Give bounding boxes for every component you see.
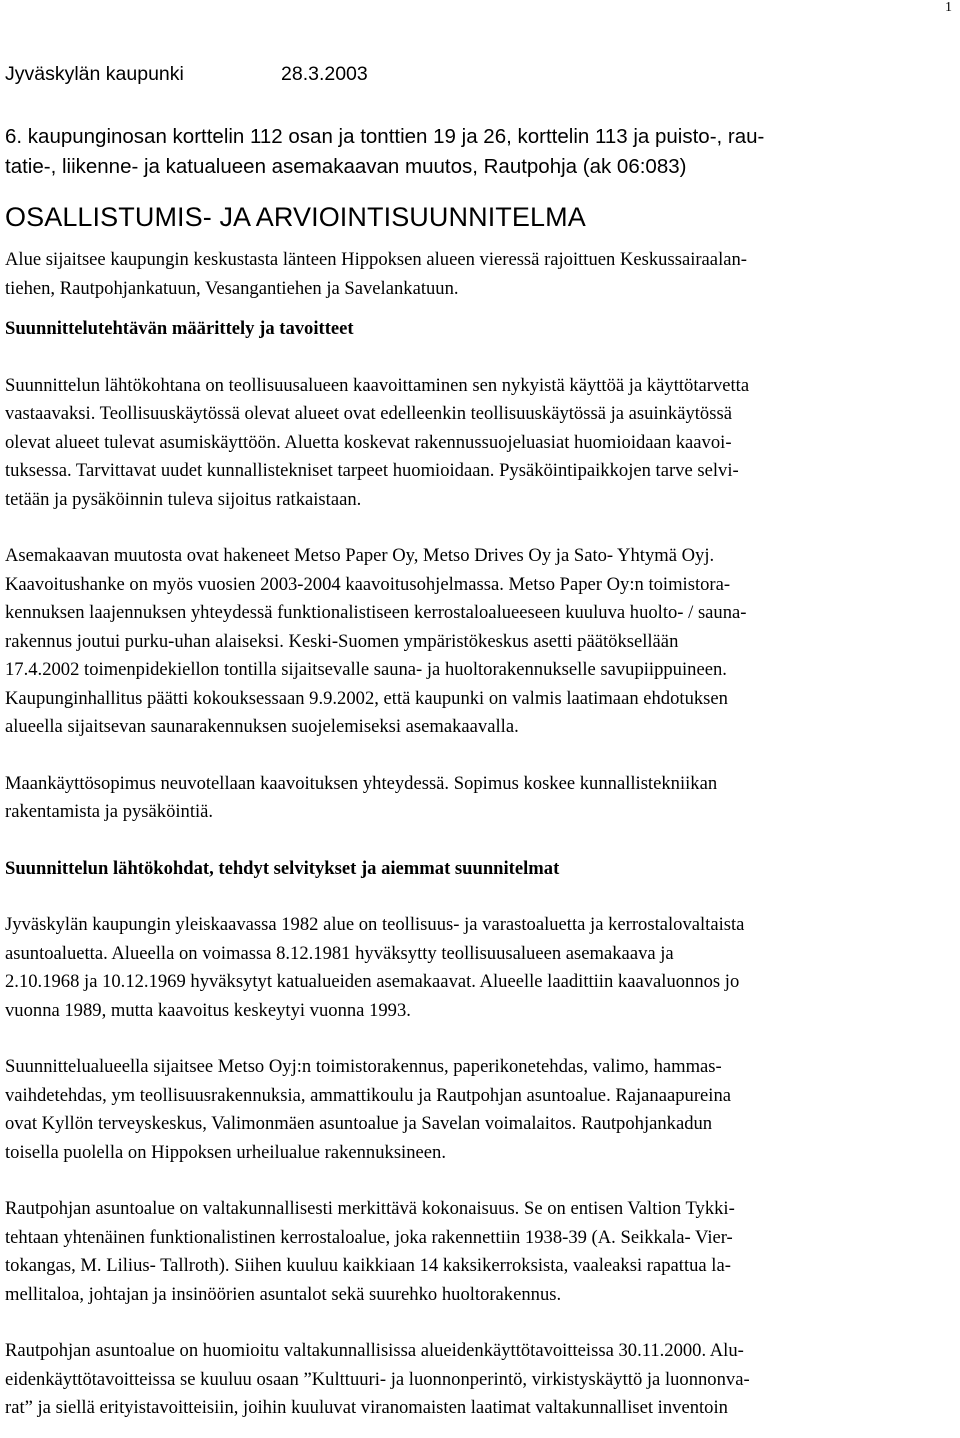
- text-line: tiehen, Rautpohjankatuun, Vesangantiehen ja Savelankatuun.: [5, 277, 459, 299]
- text-line: Suunnittelun lähtökohtana on teollisuusalueen kaavoittaminen sen nykyistä käyttöä ja käyttötarvetta: [5, 374, 750, 396]
- paragraph: [5, 542, 957, 742]
- document-body: [5, 60, 957, 1423]
- section-heading-background: Suunnittelun lähtökohdat, tehdyt selvitykset ja aiemmat suunnitelmat: [5, 857, 560, 879]
- text-line: Asemakaavan muutosta ovat hakeneet Metso Paper Oy, Metso Drives Oy ja Sato- Yhtymä Oyj.: [5, 545, 715, 566]
- text-line: 17.4.2002 toimenpidekiellon tontilla sijaitsevalle sauna- ja huoltorakennukselle savupiippuineen.: [5, 659, 727, 680]
- title-line: tatie-, liikenne- ja katualueen asemakaavan muutos, Rautpohja (ak 06:083): [5, 155, 687, 178]
- section-heading-purpose: Suunnittelutehtävän määrittely ja tavoitteet: [5, 318, 354, 339]
- paragraph: [5, 770, 957, 827]
- paragraph: [5, 372, 957, 515]
- text-line: tuksessa. Tarvittavat uudet kunnallistekniset tarpeet huomioidaan. Pysäköintipaikkojen tarve selvi-: [5, 460, 739, 481]
- text-line: Maankäyttösopimus neuvotellaan kaavoituksen yhteydessä. Sopimus koskee kunnallistekniikan: [5, 772, 718, 794]
- title-line: 6. kaupunginosan korttelin 112 osan ja tonttien 19 ja 26, korttelin 113 ja puisto-, rau-: [5, 125, 765, 148]
- text-line: tokangas, M. Lilius- Tallroth). Siihen kuuluu kaikkiaan 14 kaksikerroksista, vaaleaksi rapattua la-: [5, 1255, 731, 1276]
- text-line: Kaavoitushanke on myös vuosien 2003-2004 kaavoitusohjelmassa. Metso Paper Oy:n toimistora-: [5, 573, 731, 595]
- text-line: tehtaan yhtenäinen funktionalistinen kerrostaloalue, joka rakennettiin 1938-39 (A. Seikkala- Vier-: [5, 1226, 733, 1248]
- text-line: Rautpohjan asuntoalue on valtakunnallisesti merkittävä kokonaisuus. Se on entisen Valtion Tykki-: [5, 1198, 735, 1219]
- text-line: Kaupunginhallitus päätti kokouksessaan 9.9.2002, että kaupunki on valmis laatimaan ehdotuksen: [5, 687, 728, 709]
- text-line: vuonna 1989, mutta kaavoitus keskeytyi vuonna 1993.: [5, 999, 411, 1021]
- paragraph: [5, 1053, 957, 1167]
- document-title: [5, 122, 957, 182]
- text-line: rat” ja siellä erityistavoitteisiin, joihin kuuluvat viranomaisten laatimat valtakunnalliset inventoin: [5, 1397, 728, 1418]
- paragraph: [5, 911, 957, 1025]
- text-line: eidenkäyttötavoitteissa se kuuluu osaan ”Kulttuuri- ja luonnonperintö, virkistyskäyttö ja luonnonva-: [5, 1368, 750, 1390]
- text-line: vaihdetehdas, ym teollisuusrakennuksia, ammattikoulu ja Rautpohjan asuntoalue. Rajanaapureina: [5, 1084, 731, 1106]
- main-heading: OSALLISTUMIS- JA ARVIOINTISUUNNITELMA: [5, 202, 586, 232]
- text-line: tetään ja pysäköinnin tuleva sijoitus ratkaistaan.: [5, 488, 362, 510]
- text-line: alueella sijaitsevan saunarakennuksen suojelemiseksi asemakaavalla.: [5, 716, 519, 737]
- text-line: ovat Kyllön terveyskeskus, Valimonmäen asuntoalue ja Savelan voimalaitos. Rautpohjankadun: [5, 1113, 713, 1134]
- text-line: Jyväskylän kaupungin yleiskaavassa 1982 alue on teollisuus- ja varastoaluetta ja kerrostalovaltaista: [5, 914, 745, 935]
- text-line: Suunnittelualueella sijaitsee Metso Oyj:n toimistorakennus, paperikonetehdas, valimo, hammas-: [5, 1056, 722, 1077]
- document-header: [5, 60, 957, 88]
- text-line: asuntoaluetta. Alueella on voimassa 8.12.1981 hyväksytty teollisuusalueen asemakaava ja: [5, 942, 674, 964]
- paragraph: [5, 1195, 957, 1309]
- text-line: toisella puolella on Hippoksen urheilualue rakennuksineen.: [5, 1141, 446, 1163]
- organization-name: Jyväskylän kaupunki: [5, 63, 184, 85]
- text-line: rakennus joutui purku-uhan alaiseksi. Keski-Suomen ympäristökeskus asetti päätöksellään: [5, 630, 679, 652]
- paragraph: [5, 1337, 957, 1423]
- text-line: kennuksen laajennuksen yhteydessä funktionalistiseen kerrostaloalueeseen kuuluva huolto- / sauna-: [5, 602, 747, 623]
- text-line: Rautpohjan asuntoalue on huomioitu valtakunnallisissa alueidenkäyttötavoitteissa 30.11.2000. Alu-: [5, 1340, 744, 1361]
- text-line: vastaavaksi. Teollisuuskäytössä olevat alueet ovat edelleenkin teollisuuskäytössä ja asuinkäytössä: [5, 403, 732, 424]
- text-line: rakentamista ja pysäköintiä.: [5, 801, 214, 822]
- document-date: 28.3.2003: [281, 63, 368, 85]
- page-number: 1: [945, 0, 952, 15]
- text-line: olevat alueet tulevat asumiskäyttöön. Aluetta koskevat rakennussuojeluasiat huomioidaan kaavoi-: [5, 431, 732, 453]
- text-line: 2.10.1968 ja 10.12.1969 hyväksytyt katualueiden asemakaavat. Alueelle laadittiin kaavaluonnos jo: [5, 971, 740, 992]
- text-line: Alue sijaitsee kaupungin keskustasta länteen Hippoksen alueen vieressä rajoittuen Keskussairaalan-: [5, 249, 747, 270]
- text-line: mellitaloa, johtajan ja insinöörien asuntalot sekä suurehko huoltorakennus.: [5, 1283, 562, 1305]
- intro-paragraph: [5, 246, 957, 303]
